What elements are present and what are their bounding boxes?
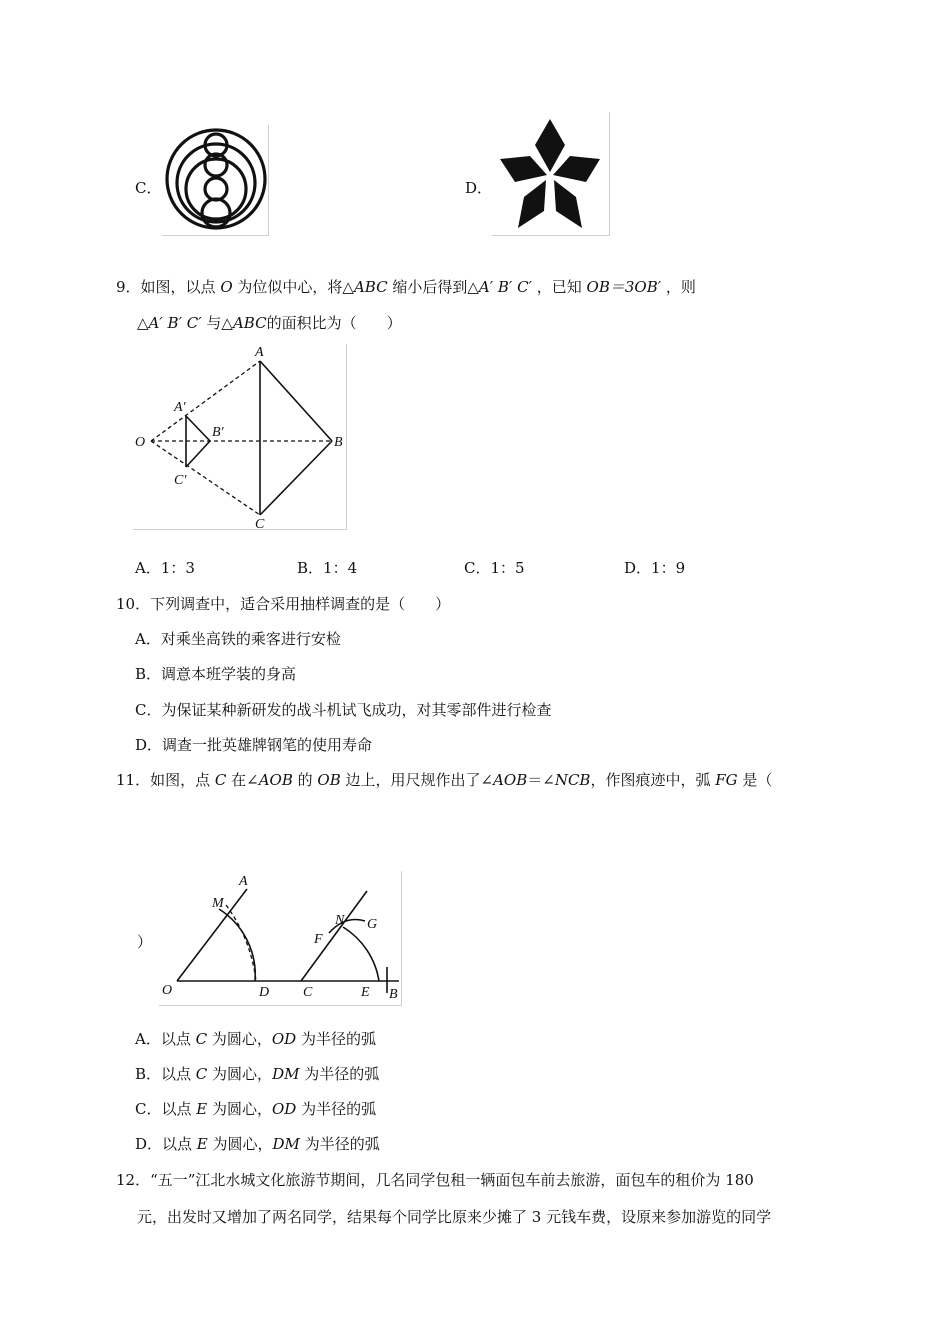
option-text: C．以点 [135, 1100, 197, 1118]
q11-figure [159, 871, 402, 1006]
q9-var-o: O [220, 278, 233, 296]
option-text: A．以点 [135, 1030, 196, 1048]
q9-text: ，已知 [531, 278, 587, 296]
q11-label-e: E [361, 985, 370, 1000]
q11-option-c [135, 1102, 376, 1117]
q9-var-abc: ABC [232, 314, 267, 332]
q9-text: 缩小后得到△ [387, 278, 479, 296]
q9-text: 如图，以点 [140, 278, 221, 296]
option-text: 为圆心， [207, 1030, 272, 1048]
q9-label-c-prime: C′ [174, 473, 187, 488]
option-var: DM [272, 1065, 300, 1083]
option-text: 为圆心， [207, 1100, 272, 1118]
q10-option-c: C．为保证某种新研发的战斗机试飞成功，对其零部件进行检查 [135, 701, 552, 719]
q9-label-a-prime: A′ [174, 400, 186, 415]
q11-var-aob: AOB [493, 771, 528, 789]
q11-text: 如图，点 [150, 771, 215, 789]
q9-text: 与△ [201, 314, 233, 332]
option-var: C [195, 1030, 208, 1048]
q11-option-d [135, 1137, 380, 1152]
q9-text: 为位似中心，将△ [232, 278, 354, 296]
q9-var-a1b1c1: A′ B′ C′ [478, 278, 532, 296]
q9-stem-line1 [116, 280, 696, 295]
q11-number: 11． [116, 771, 151, 789]
q9-option-c [464, 561, 525, 576]
q11-var-ob: OB [317, 771, 341, 789]
q11-label-m: M [212, 896, 224, 911]
q10-option-a: A．对乘坐高铁的乘客进行安检 [135, 630, 341, 648]
q9-figure [133, 344, 347, 530]
q11-text: 的 [292, 771, 318, 789]
q9-number: 9． [116, 278, 141, 296]
q9-label-b: B [334, 435, 343, 450]
option-text: 为圆心， [207, 1135, 273, 1153]
option-text: 1：9 [651, 559, 686, 577]
q11-stem [116, 773, 772, 788]
q9-option-a [135, 561, 195, 576]
q11-label-c: C [303, 985, 313, 1000]
q9-equation: OB＝3OB′ [586, 278, 662, 296]
q11-label-b: B [389, 987, 398, 1002]
q9-label-a: A [255, 345, 264, 360]
option-label: C． [464, 559, 491, 577]
option-var: OD [271, 1100, 297, 1118]
q9-label-c: C [255, 517, 265, 529]
option-text: 为半径的弧 [296, 1100, 377, 1118]
option-var: C [195, 1065, 208, 1083]
option-text: 1：5 [490, 559, 525, 577]
q9-label-o: O [135, 435, 146, 450]
q11-label-g: G [367, 917, 378, 932]
option-var: E [196, 1135, 208, 1153]
q12-stem-line1: 12．“五一”江北水城文化旅游节期间，几名同学包租一辆面包车前去旅游，面包车的租价为 180 [116, 1171, 754, 1189]
q11-label-f: F [314, 932, 323, 947]
option-text: 为半径的弧 [299, 1135, 380, 1153]
q9-text: 的面积比为（ ） [266, 314, 402, 332]
option-text: 为圆心， [207, 1065, 273, 1083]
option-text: 1：3 [160, 559, 195, 577]
option-text: 为半径的弧 [296, 1030, 376, 1048]
nested-circles-figure [162, 125, 268, 235]
q11-var-c: C [214, 771, 227, 789]
angle-construction-diagram [159, 871, 401, 1005]
q11-label-a: A [239, 874, 248, 889]
q11-label-o: O [162, 983, 173, 998]
q11-label-d: D [259, 985, 270, 1000]
q11-text: 在∠ [226, 771, 259, 789]
q8-option-c-figure [162, 125, 269, 236]
q10-option-d: D．调查一批英雄牌钢笔的使用寿命 [135, 736, 373, 754]
q9-var-abc: ABC [353, 278, 388, 296]
q9-stem-line2 [137, 316, 402, 331]
q11-option-b [135, 1067, 379, 1082]
option-text: 为半径的弧 [299, 1065, 380, 1083]
q12-stem-line2: 元，出发时又增加了两名同学，结果每个同学比原来少摊了 3 元钱车费，设原来参加游览的同学 [137, 1208, 772, 1226]
q8-option-d-label: D． [465, 179, 493, 197]
q10-option-b: B．调意本班学装的身高 [135, 665, 297, 683]
q11-text: ＝∠ [527, 771, 555, 789]
q11-text: 是（ [737, 771, 773, 789]
q9-option-d [624, 561, 685, 576]
q11-var-aob: AOB [258, 771, 293, 789]
q11-text: 边上，用尺规作出了∠ [340, 771, 494, 789]
q9-label-b-prime: B′ [212, 425, 224, 440]
q10-stem: 10．下列调查中，适合采用抽样调查的是（ ） [116, 595, 451, 613]
option-text: B．以点 [135, 1065, 196, 1083]
q11-label-n: N [335, 913, 345, 928]
option-text: D．以点 [135, 1135, 197, 1153]
homothety-diagram [133, 344, 346, 529]
q8-option-d-figure [492, 112, 610, 236]
q9-option-b [297, 561, 357, 576]
q9-text: ，则 [661, 278, 696, 296]
option-label: A． [135, 559, 161, 577]
option-var: OD [271, 1030, 297, 1048]
option-label: D． [624, 559, 652, 577]
option-label: B． [297, 559, 324, 577]
q11-close-paren: ） [137, 933, 153, 951]
q11-var-ncb: NCB [554, 771, 591, 789]
q9-var-a1b1c1: △A′ B′ C′ [137, 314, 202, 332]
q11-var-fg: FG [715, 771, 738, 789]
option-var: DM [272, 1135, 300, 1153]
kite-star-figure [492, 112, 609, 235]
q8-option-c-label: C． [135, 179, 162, 197]
q11-option-a [135, 1032, 376, 1047]
option-text: 1：4 [323, 559, 358, 577]
q11-text: ，作图痕迹中，弧 [590, 771, 716, 789]
option-var: E [196, 1100, 208, 1118]
